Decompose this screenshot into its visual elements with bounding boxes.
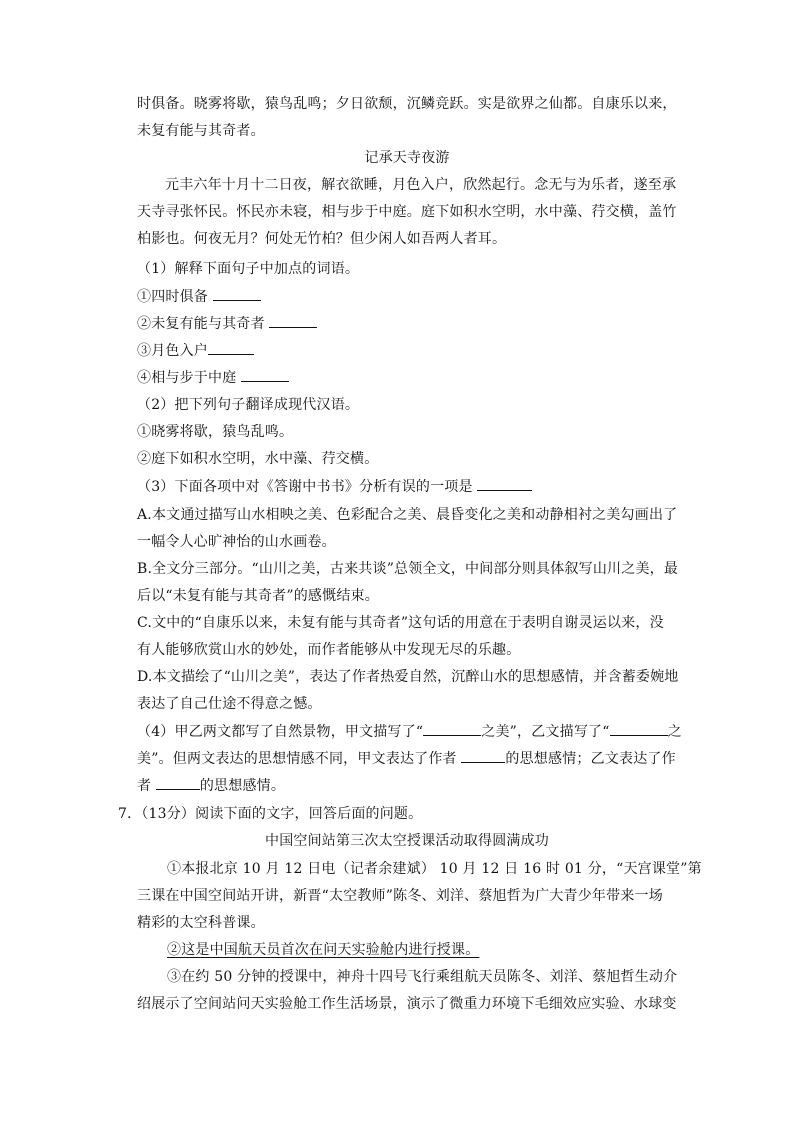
- q7-para1-line-1: ①本报北京 10 月 12 日电（记者余建斌） 10 月 12 日 16 时 01 分，“天宫课堂”第: [167, 861, 702, 877]
- q4-line-2: 美”。但两文表达的思想情感不同，甲文表达了作者 的思想感情；乙文表达了作: [137, 746, 677, 773]
- answer-blank[interactable]: [269, 312, 317, 328]
- q7-para1-line-3: 精彩的太空科普课。: [137, 915, 265, 931]
- q4-line-3: 者 的思想感情。: [137, 773, 677, 800]
- q3-option-d-line-2: 表达了自己仕途不得意之憾。: [137, 696, 322, 712]
- answer-blank[interactable]: [610, 720, 668, 736]
- text-b-line-3: 柏影也。何夜无月？何处无竹柏？但少闲人如吾两人者耳。: [137, 231, 507, 247]
- q7-para3-line-1: ③在约 50 分钟的授课中，神舟十四号飞行乘组航天员陈冬、刘洋、蔡旭哲生动介: [167, 969, 678, 985]
- text-a-line-2: 未复有能与其奇者。: [137, 123, 265, 139]
- q2-item-2: ②庭下如积水空明，水中藻、荇交横。: [137, 451, 379, 467]
- q4-line-1: （4）甲乙两文都写了自然景物，甲文描写了“ 之美”，乙文描写了“ 之: [137, 719, 677, 746]
- q2-stem: （2）把下列句子翻译成现代汉语。: [137, 397, 360, 413]
- q1-stem: （1）解释下面句子中加点的词语。: [137, 261, 360, 277]
- answer-blank[interactable]: [477, 475, 532, 491]
- q7-stem: 7．（13分）阅读下面的文字，回答后面的问题。: [118, 806, 423, 822]
- q3-option-d-line-1: D.本文描绘了“山川之美”，表达了作者热爱自然，沉醉山水的思想感情，并含蓄委婉地: [137, 669, 679, 685]
- q3-option-b-line-1: B.全文分三部分。“山川之美，古来共谈”总领全文，中间部分则具体叙写山川之美，最: [137, 561, 679, 577]
- q3-option-a-line-1: A.本文通过描写山水相映之美、色彩配合之美、晨昏变化之美和动静相衬之美勾画出了: [137, 507, 678, 523]
- q2-item-1: ①晓雾将歇，猿鸟乱鸣。: [137, 424, 294, 440]
- answer-blank[interactable]: [241, 366, 289, 382]
- q1-item-2: ②未复有能与其奇者: [137, 311, 677, 338]
- q3-stem: （3）下面各项中对《答谢中书书》分析有误的一项是: [137, 474, 677, 501]
- answer-blank[interactable]: [156, 774, 200, 790]
- q1-item-3: ③月色入户: [137, 338, 677, 365]
- q1-item-1: ①四时俱备: [137, 284, 677, 311]
- text-b-line-2: 天寺寻张怀民。怀民亦未寝，相与步于中庭。庭下如积水空明，水中藻、荇交横，盖竹: [137, 204, 677, 220]
- answer-blank[interactable]: [213, 285, 261, 301]
- q1-item-4: ④相与步于中庭: [137, 365, 677, 392]
- q7-article-title: 中国空间站第三次太空授课活动取得圆满成功: [265, 833, 549, 849]
- q7-para1-line-2: 三课在中国空间站开讲，新晋“太空教师”陈冬、刘洋、蔡旭哲为广大青少年带来一场: [137, 888, 663, 904]
- q3-option-c-line-2: 有人能够欣赏山水的妙处，而作者能够从中发现无尽的乐趣。: [137, 642, 521, 658]
- answer-blank[interactable]: [423, 720, 481, 736]
- q7-para2: ②这是中国航天员首次在问天实验舱内进行授课。: [167, 942, 480, 958]
- q3-option-b-line-2: 后以“未复有能与其奇者”的感慨结束。: [137, 588, 379, 604]
- text-b-title: 记承天寺夜游: [364, 150, 450, 166]
- text-b-line-1: 元丰六年十月十二日夜，解衣欲睡，月色入户，欣然起行。念无与为乐者，遂至承: [165, 177, 677, 193]
- answer-blank[interactable]: [461, 747, 505, 763]
- q7-para3-line-2: 绍展示了空间站问天实验舱工作生活场景，演示了微重力环境下毛细效应实验、水球变: [137, 996, 677, 1012]
- q3-option-a-line-2: 一幅令人心旷神怡的山水画卷。: [137, 534, 336, 550]
- text-a-line-1: 时俱备。晓雾将歇，猿鸟乱鸣；夕日欲颓，沉鳞竞跃。实是欲界之仙都。自康乐以来，: [137, 96, 677, 112]
- answer-blank[interactable]: [208, 339, 254, 355]
- q3-option-c-line-1: C.文中的“自康乐以来，未复有能与其奇者”这句话的用意在于表明自谢灵运以来，没: [137, 615, 664, 631]
